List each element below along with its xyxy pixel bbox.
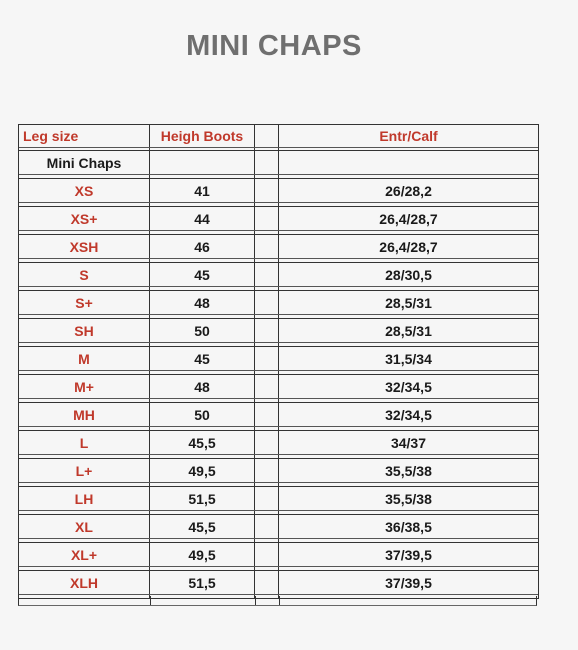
entr-calf-cell: 26,4/28,7 <box>379 210 438 227</box>
heigh-boots-cell: 41 <box>150 179 255 206</box>
heigh-boots-cell: 45 <box>150 347 255 374</box>
size-cell: XLH <box>19 571 150 598</box>
entr-calf-cell: 34/37 <box>390 434 427 451</box>
entr-calf-cell: 28/30,5 <box>385 266 432 283</box>
table-row <box>19 571 538 599</box>
table-row <box>19 291 538 319</box>
heigh-boots-cell: 45 <box>150 263 255 290</box>
column-spacer <box>255 403 279 430</box>
size-cell: MH <box>19 403 150 430</box>
column-spacer <box>255 263 279 290</box>
entr-calf-cell: 35,5/38 <box>385 462 432 479</box>
empty-cell <box>150 151 255 178</box>
entr-calf-cell: 26,4/28,7 <box>379 238 438 255</box>
heigh-boots-cell: 49,5 <box>150 459 255 486</box>
table-row <box>19 375 538 403</box>
entr-calf-cell: 32/34,5 <box>385 406 432 423</box>
column-spacer <box>255 125 279 150</box>
size-cell: XS <box>19 179 150 206</box>
heigh-boots-cell: 45,5 <box>150 515 255 542</box>
column-spacer <box>255 235 279 262</box>
column-spacer <box>255 375 279 402</box>
size-cell: SH <box>19 319 150 346</box>
entr-calf-cell: 28,5/31 <box>385 294 432 311</box>
heigh-boots-cell: 50 <box>150 403 255 430</box>
table-row <box>19 347 538 375</box>
size-cell: M+ <box>19 375 150 402</box>
heigh-boots-cell: 48 <box>150 375 255 402</box>
table-row <box>19 515 538 543</box>
group-row <box>19 151 538 179</box>
table-row <box>19 403 538 431</box>
size-cell: LH <box>19 487 150 514</box>
entr-calf-cell: 31,5/34 <box>385 350 432 367</box>
table-row <box>19 487 538 515</box>
size-table <box>18 124 539 599</box>
table-row <box>19 459 538 487</box>
empty-cell <box>279 151 538 178</box>
column-header-entr-calf: Entr/Calf <box>379 127 438 144</box>
column-spacer <box>255 347 279 374</box>
column-spacer <box>255 459 279 486</box>
size-cell: XSH <box>19 235 150 262</box>
column-spacer <box>255 291 279 318</box>
column-spacer <box>255 431 279 458</box>
column-spacer <box>255 487 279 514</box>
size-cell: XL+ <box>19 543 150 570</box>
heigh-boots-cell: 45,5 <box>150 431 255 458</box>
size-cell: M <box>19 347 150 374</box>
table-row <box>19 263 538 291</box>
table-row <box>19 235 538 263</box>
size-cell: S <box>19 263 150 290</box>
table-header-row <box>19 125 538 151</box>
column-spacer <box>255 207 279 234</box>
entr-calf-cell: 32/34,5 <box>385 378 432 395</box>
column-spacer <box>255 571 279 598</box>
heigh-boots-cell: 49,5 <box>150 543 255 570</box>
table-row <box>19 207 538 235</box>
table-row <box>19 431 538 459</box>
group-label: Mini Chaps <box>19 151 150 178</box>
size-cell: L+ <box>19 459 150 486</box>
column-header-leg-size: Leg size <box>19 125 150 150</box>
size-cell: XL <box>19 515 150 542</box>
entr-calf-cell: 36/38,5 <box>385 518 432 535</box>
column-spacer <box>255 543 279 570</box>
heigh-boots-cell: 51,5 <box>150 571 255 598</box>
column-spacer <box>255 515 279 542</box>
size-cell: XS+ <box>19 207 150 234</box>
entr-calf-cell: 37/39,5 <box>385 574 432 591</box>
table-row <box>19 179 538 207</box>
entr-calf-cell: 35,5/38 <box>385 490 432 507</box>
heigh-boots-cell: 46 <box>150 235 255 262</box>
heigh-boots-cell: 44 <box>150 207 255 234</box>
entr-calf-cell: 26/28,2 <box>385 182 432 199</box>
heigh-boots-cell: 50 <box>150 319 255 346</box>
size-cell: L <box>19 431 150 458</box>
size-cell: S+ <box>19 291 150 318</box>
heigh-boots-cell: 48 <box>150 291 255 318</box>
table-row <box>19 319 538 347</box>
column-header-heigh-boots: Heigh Boots <box>150 125 255 150</box>
entr-calf-cell: 37/39,5 <box>385 546 432 563</box>
column-spacer <box>255 319 279 346</box>
table-row <box>19 543 538 571</box>
column-spacer <box>255 179 279 206</box>
page-title: MINI CHAPS <box>186 30 362 62</box>
entr-calf-cell: 28,5/31 <box>385 322 432 339</box>
table-bottom-strip <box>18 596 537 606</box>
heigh-boots-cell: 51,5 <box>150 487 255 514</box>
column-spacer <box>255 151 279 178</box>
